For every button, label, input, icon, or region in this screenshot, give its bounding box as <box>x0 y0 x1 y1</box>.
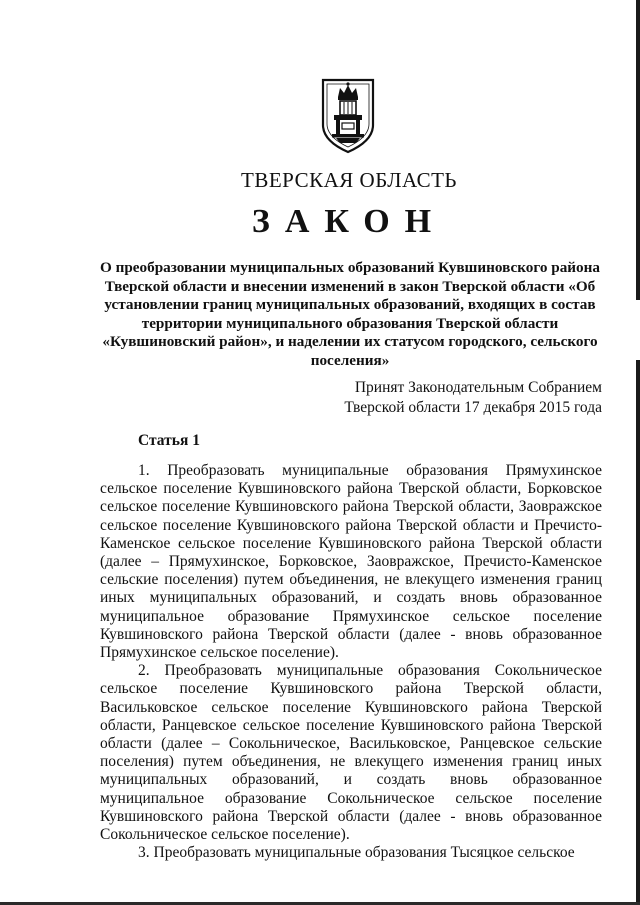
paragraph: 3. Преобразовать муниципальные образования Тысяцкое сельское <box>138 844 575 862</box>
scan-edge-gap <box>636 300 640 360</box>
article-body <box>100 462 602 862</box>
article-heading: Статья 1 <box>138 432 200 449</box>
paragraph: 1. Преобразовать муниципальные образования Прямухинское сельское поселение Кувшиновского района Тверской области, Борковское сельское поселение Кувшиновского района Тверской области, Заовражское сельское поселение Кувшиновского района Тверской области и Пречисто-Каменское сельское поселение Кувшиновского района Тверской области (далее – Прямухинское, Борковское, Заовражское, Пречисто-Каменское сельские поселения) путем объединения, не влекущего изменения границ иных муниципальных образований, и создать вновь образованное муниципальное образование Прямухинское сельское поселение Кувшиновского района Тверской области (далее - вновь образованное Прямухинское сельское поселение). <box>100 462 602 662</box>
scan-edge-right <box>636 0 640 905</box>
document-type-title: ЗАКОН <box>251 203 447 240</box>
coat-of-arms-emblem <box>320 77 376 155</box>
adoption-line-2: Тверской области 17 декабря 2015 года <box>344 399 602 416</box>
adoption-note <box>344 378 602 418</box>
paragraph: 2. Преобразовать муниципальные образования Сокольническое сельское поселение Кувшиновского района Тверской области, Васильковское сельское поселение Кувшиновского района Тверской области, Ранцевское сельское поселение Кувшиновского района Тверской области (далее – Сокольническое, Васильковское, Ранцевское сельские поселения) путем объединения, не влекущего изменения границ иных муниципальных образований, и создать вновь образованное муниципальное образование Сокольническое сельское поселение Кувшиновского района Тверской области (далее - вновь образованное Сокольническое сельское поселение). <box>100 662 602 844</box>
region-name: ТВЕРСКАЯ ОБЛАСТЬ <box>241 168 457 192</box>
adoption-line-1: Принят Законодательным Собранием <box>354 379 602 396</box>
law-title: О преобразовании муниципальных образований Кувшиновского района Тверской области и внесении изменений в закон Тверской области «Об установлении границ муниципальных образований, входящих в состав территории муниципального образования Тверской области «Кувшиновский район», и наделении их статусом городского, сельского поселения» <box>100 259 600 369</box>
